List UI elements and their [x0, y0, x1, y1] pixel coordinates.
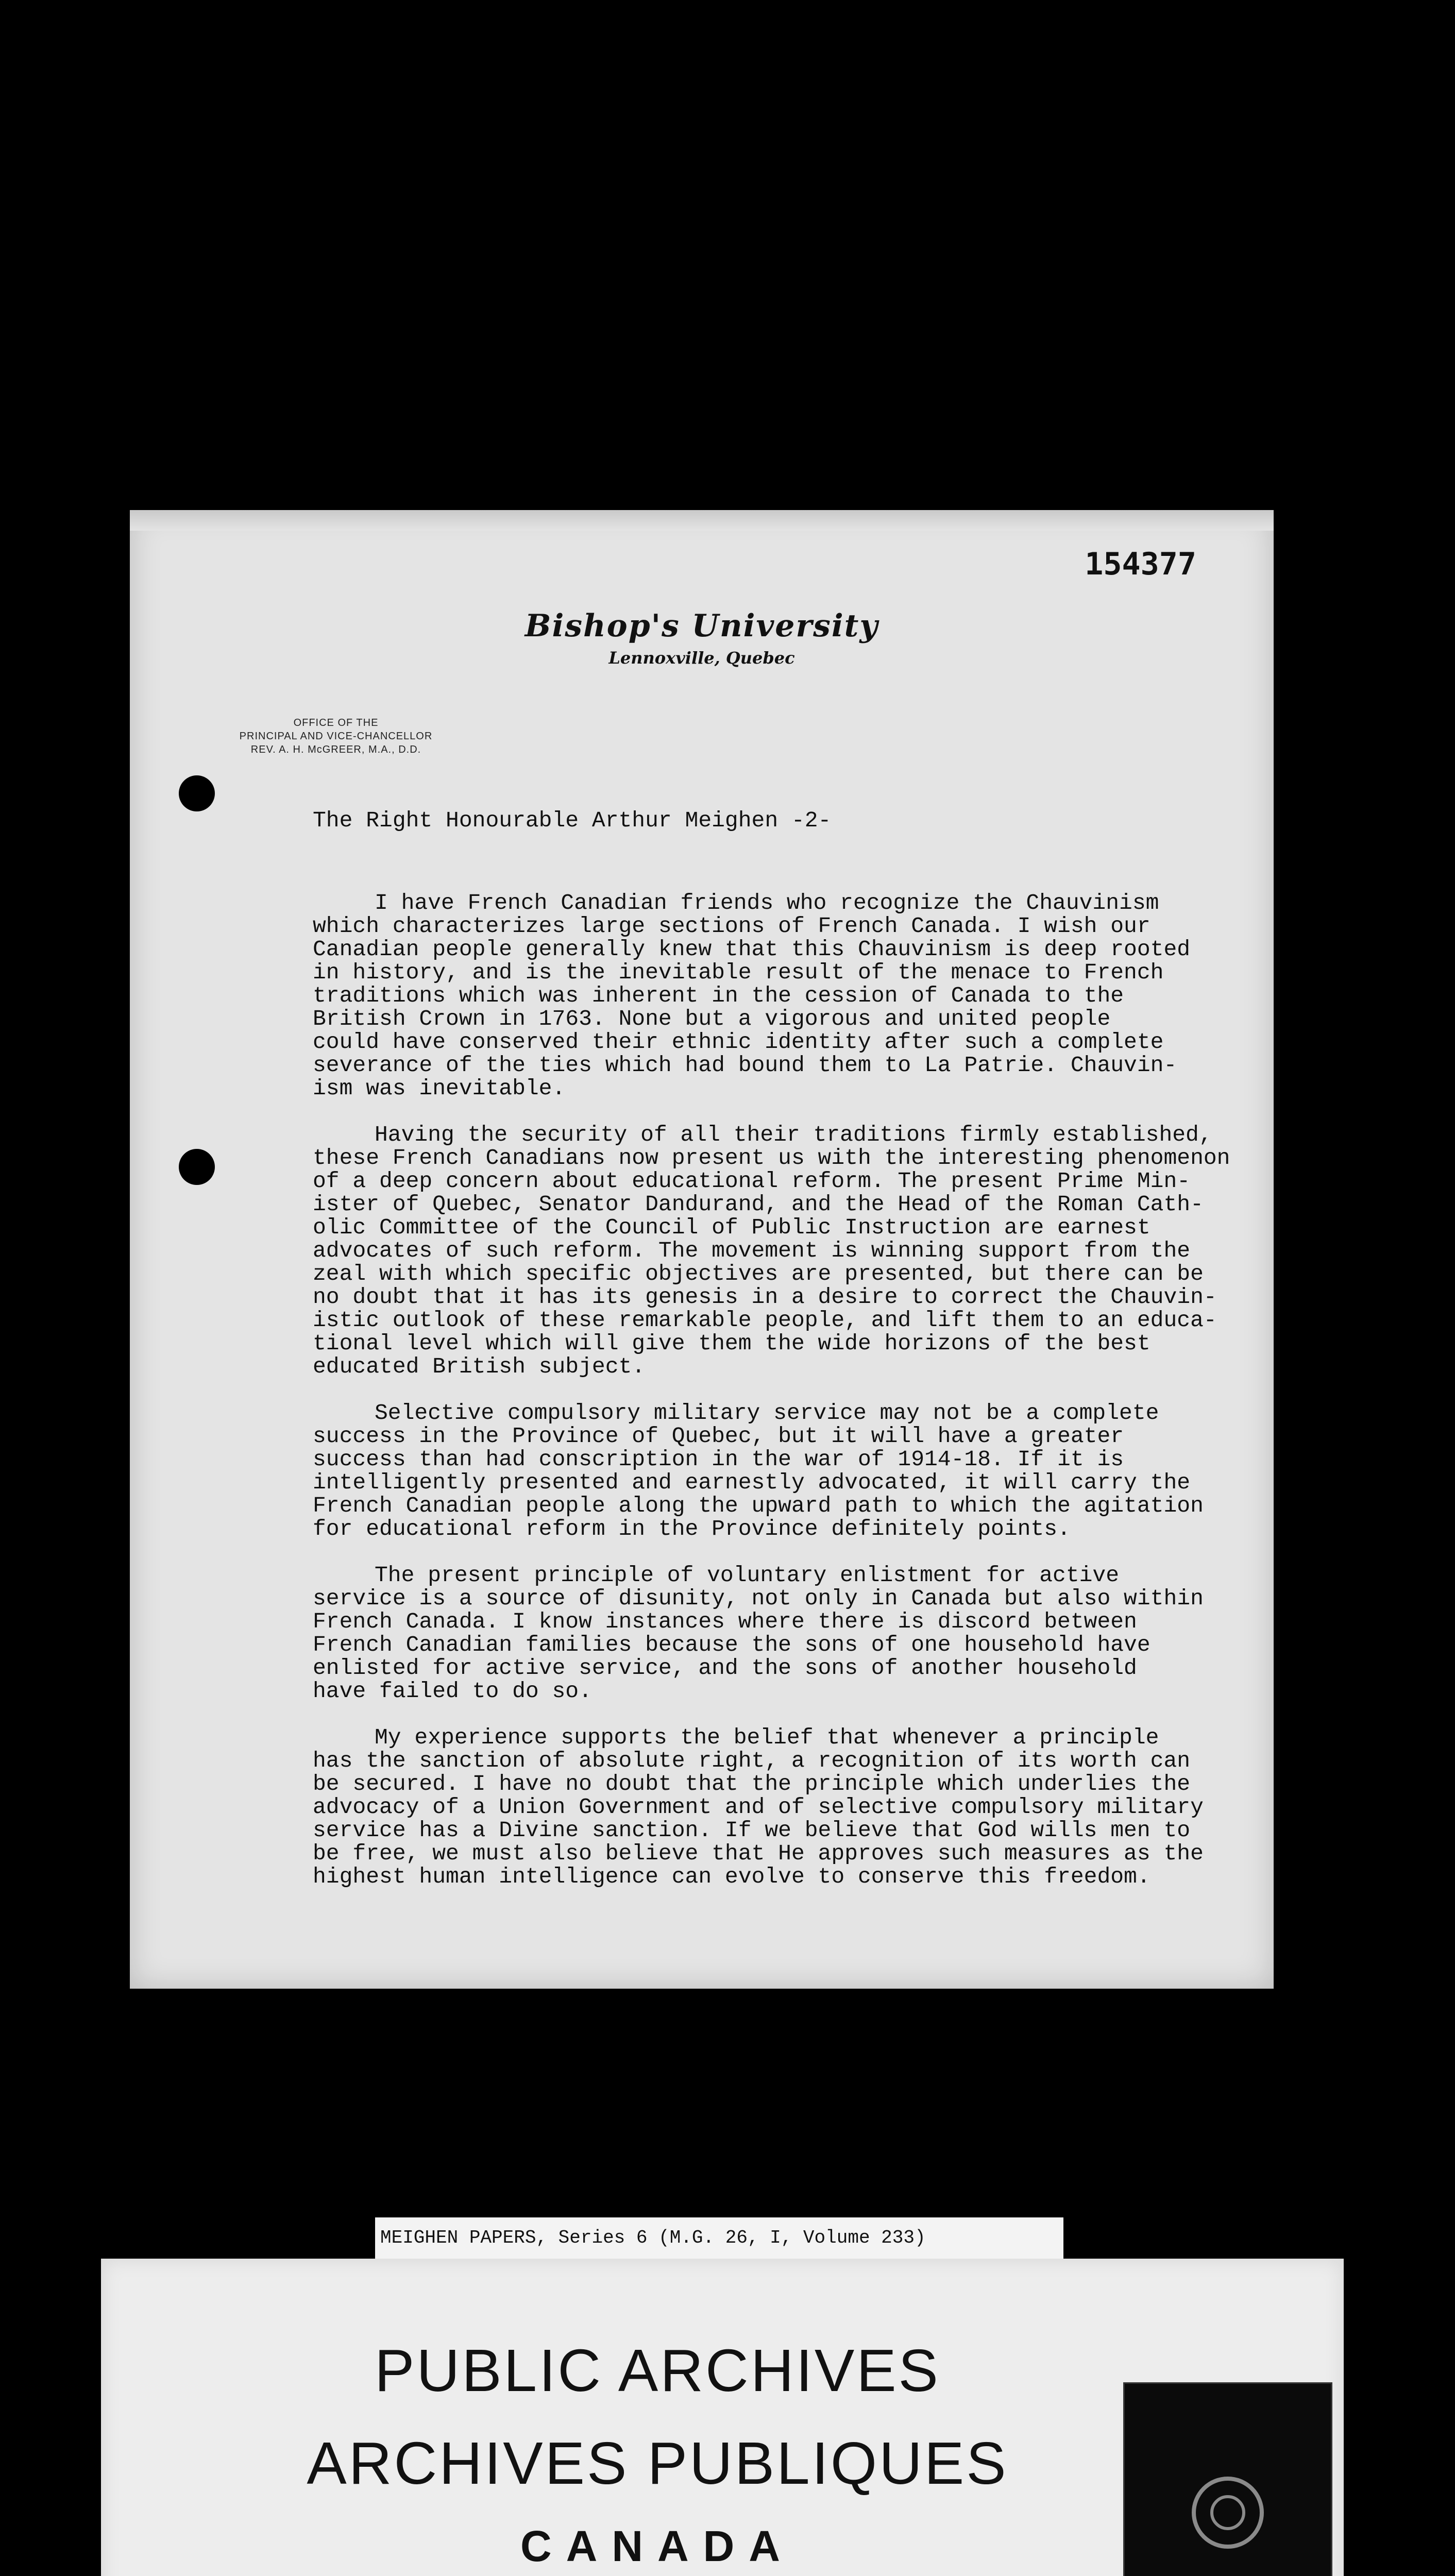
letterhead-place: Lennoxville, Quebec [608, 648, 795, 668]
punch-hole [179, 775, 215, 811]
archive-card [101, 2259, 1344, 2576]
letterhead-name: Bishop's University [525, 608, 879, 644]
paragraph-5: My experience supports the belief that whenever a principle has the sanction of absolute right, a recognition of its worth can be secured. I have no doubt that the principle which underlies the advocacy of a Union Government and of selective compulsory military service has a Divine sanction. If we believe that God wills men to be free, we must also believe that He approves such measures as the highest human intelligence can evolve to conserve this freedom. [313, 1725, 1204, 1889]
document-number: 154377 [1085, 546, 1196, 582]
paragraph-4: The present principle of voluntary enlistment for active service is a source of disunity, not only in Canada but also within French Canada. I know instances where there is discord between French Canadian families because the sons of one household have enlisted for active service, and the sons of another household have failed to do so. [313, 1563, 1204, 1704]
salutation: The Right Honourable Arthur Meighen -2- [313, 808, 832, 833]
letter-body [313, 809, 1261, 1911]
archive-reference-label: MEIGHEN PAPERS, Series 6 (M.G. 26, I, Volume 233) [375, 2217, 1063, 2259]
archive-logo-icon [1192, 2477, 1264, 2549]
office-line-2: PRINCIPAL AND VICE-CHANCELLOR [239, 731, 433, 742]
office-block [223, 716, 449, 756]
punch-hole [179, 1149, 215, 1185]
paragraph-3: Selective compulsory military service may not be a complete success in the Province of Quebec, but it will have a greater success than had conscription in the war of 1914-18. If it is intelligently presented and earnestly advocated, it will carry the French Canadian people along the upward path to which the agitation for educational reform in the Province definitely points. [313, 1400, 1204, 1541]
office-line-3: REV. A. H. McGREER, M.A., D.D. [250, 744, 421, 755]
letterhead [130, 608, 1274, 668]
archive-seal-block [1123, 2382, 1332, 2576]
card-country: CANADA [520, 2522, 794, 2570]
paragraph-1: I have French Canadian friends who recognize the Chauvinism which characterizes large sections of French Canada. I wish our Canadian people generally knew that this Chauvinism is deep rooted in history, and is the inevitable result of the menace to French traditions which was inherent in the cession of Canada to the British Crown in 1763. None but a vigorous and united people could have conserved their ethnic identity after such a complete severance of the ties which had bound them to La Patrie. Chauvin- ism was inevitable. [313, 890, 1191, 1101]
page-top-shadow [130, 510, 1274, 531]
paragraph-2: Having the security of all their traditions firmly established, these French Canadians now present us with the interesting phenomenon of a deep concern about educational reform. The present Prime Min- ister of Quebec, Senator Dandurand, and the Head of the Roman Cath- olic Committee of the Council of Public Instruction are earnest advocates of such reform. The movement is winning support from the zeal with which specific objectives are presented, but there can be no doubt that it has its genesis in a desire to correct the Chauvin- istic outlook of these remarkable people, and lift them to an educa- tional level which will give them the wide horizons of the best educated British subject. [313, 1122, 1230, 1379]
card-title-english: PUBLIC ARCHIVES [375, 2337, 940, 2404]
letter-page [130, 510, 1274, 1989]
office-line-1: OFFICE OF THE [293, 717, 379, 728]
card-title-french: ARCHIVES PUBLIQUES [307, 2430, 1008, 2497]
